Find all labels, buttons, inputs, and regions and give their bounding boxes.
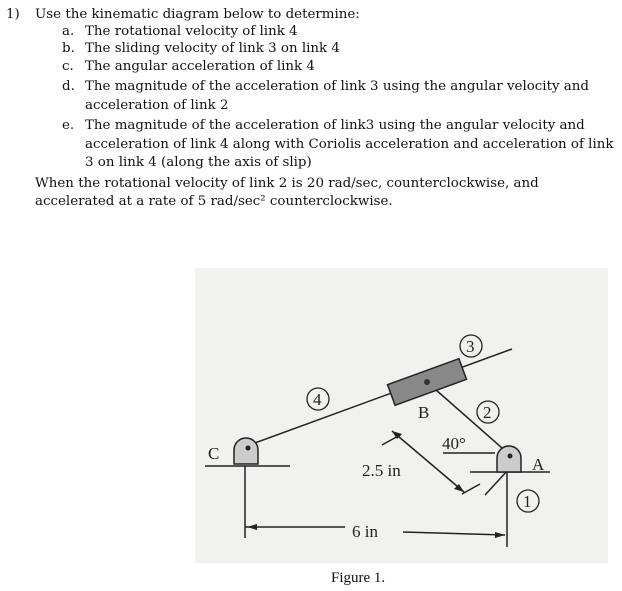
conditions-text: When the rotational velocity of link 2 is 20 rad/sec, counterclockwise, and xyxy=(35,176,539,191)
pivot-c xyxy=(234,438,258,464)
item-text: The magnitude of the acceleration of link3 using the angular velocity and xyxy=(85,118,585,133)
item-text: The rotational velocity of link 4 xyxy=(85,24,298,39)
label-link-4: 4 xyxy=(313,390,322,409)
item-letter: e. xyxy=(62,118,75,133)
item-text: acceleration of link 4 along with Coriolis acceleration and acceleration of link xyxy=(85,137,614,152)
problem-intro: Use the kinematic diagram below to determine: xyxy=(35,7,360,22)
slider-block-3 xyxy=(388,359,467,406)
problem-number: 1) xyxy=(6,7,20,22)
label-2-5-in: 2.5 in xyxy=(362,461,401,480)
link-4 xyxy=(252,349,512,444)
label-link-1: 1 xyxy=(523,492,532,511)
label-link-3: 3 xyxy=(466,337,475,356)
item-letter: d. xyxy=(62,79,75,94)
item-text: The sliding velocity of link 3 on link 4 xyxy=(85,41,340,56)
item-letter: a. xyxy=(62,24,75,39)
item-text: The angular acceleration of link 4 xyxy=(85,59,315,74)
label-b: B xyxy=(418,403,430,422)
item-letter: b. xyxy=(62,41,75,56)
dim-arrow-right xyxy=(403,532,505,535)
item-text: The magnitude of the acceleration of link 3 using the angular velocity and xyxy=(85,79,589,94)
item-text: 3 on link 4 (along the axis of slip) xyxy=(85,155,312,170)
label-6-in: 6 in xyxy=(352,522,378,541)
label-link-2: 2 xyxy=(483,403,492,422)
item-letter: c. xyxy=(62,59,74,74)
conditions-text: accelerated at a rate of 5 rad/sec² counterclockwise. xyxy=(35,194,393,209)
item-text: acceleration of link 2 xyxy=(85,98,229,113)
figure-caption: Figure 1. xyxy=(331,570,386,586)
pivot-a xyxy=(497,446,521,472)
label-c: C xyxy=(208,444,220,463)
label-a: A xyxy=(532,455,545,474)
label-angle: 40° xyxy=(442,434,466,453)
